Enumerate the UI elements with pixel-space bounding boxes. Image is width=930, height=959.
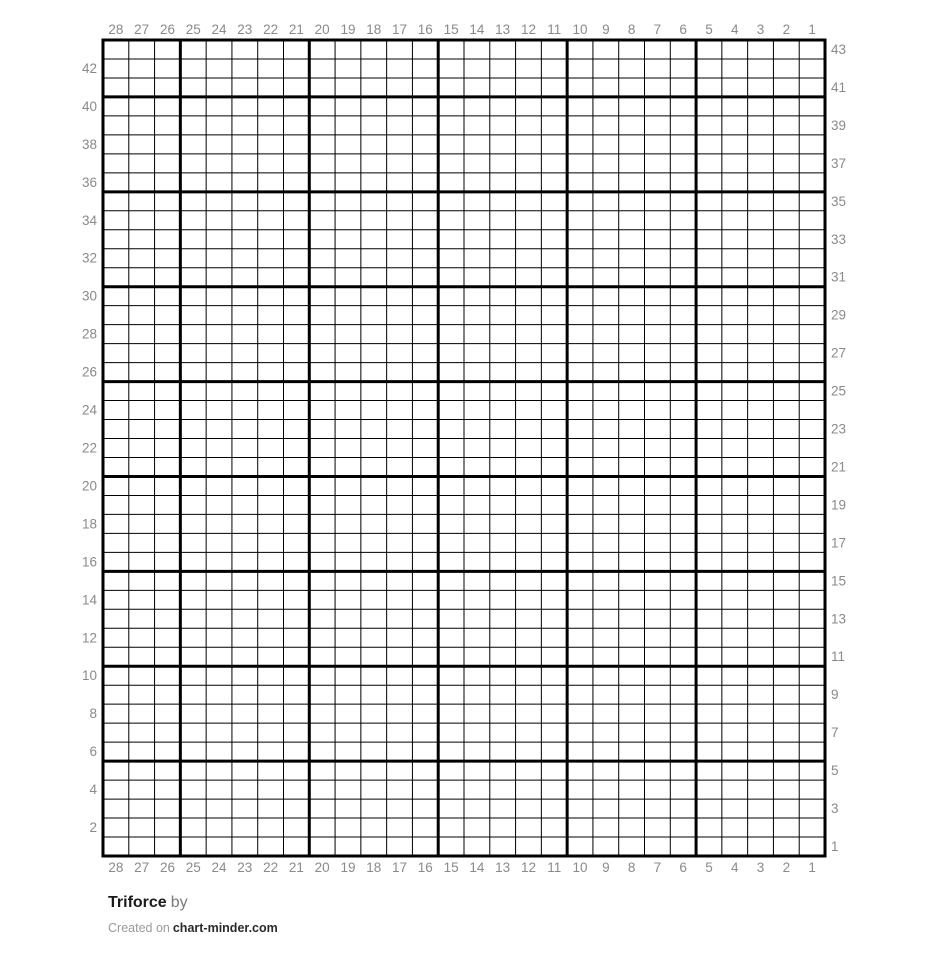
top-col-label: 18 — [366, 22, 382, 37]
left-row-label: 38 — [81, 136, 97, 152]
top-col-label: 19 — [340, 22, 356, 37]
bottom-col-label: 22 — [263, 860, 279, 875]
bottom-col-label: 13 — [495, 860, 511, 875]
right-row-label: 13 — [831, 611, 847, 627]
left-row-label: 36 — [81, 174, 97, 190]
credit-line — [108, 920, 278, 936]
right-row-label: 9 — [831, 687, 839, 703]
left-row-label: 24 — [81, 402, 97, 418]
bottom-col-label: 5 — [705, 860, 713, 875]
left-row-label: 16 — [81, 554, 97, 570]
left-row-label: 42 — [81, 60, 97, 76]
top-col-label: 9 — [602, 22, 610, 37]
top-col-label: 8 — [627, 22, 636, 37]
right-row-label: 27 — [831, 345, 847, 361]
bottom-col-label: 3 — [756, 860, 765, 875]
bottom-col-label: 10 — [572, 860, 588, 875]
right-row-label: 23 — [831, 421, 847, 437]
top-col-label: 10 — [572, 22, 588, 37]
bottom-col-label: 17 — [392, 860, 408, 875]
right-row-label: 31 — [831, 269, 847, 285]
bottom-col-label: 28 — [108, 860, 124, 875]
chart-author-by: by — [170, 894, 188, 911]
right-row-label: 37 — [831, 155, 847, 171]
bottom-col-label: 18 — [366, 860, 382, 875]
bottom-col-label: 4 — [730, 860, 739, 875]
right-row-label: 25 — [831, 383, 847, 399]
right-row-label: 35 — [831, 193, 847, 209]
site-link[interactable]: chart-minder.com — [172, 921, 278, 935]
bottom-col-label: 20 — [314, 860, 330, 875]
bottom-col-label: 16 — [417, 860, 433, 875]
top-col-label: 20 — [314, 22, 330, 37]
bottom-col-label: 7 — [653, 860, 662, 875]
left-row-label: 40 — [81, 98, 97, 114]
left-row-label: 34 — [81, 212, 97, 228]
left-row-label: 26 — [81, 364, 97, 380]
left-row-label: 2 — [89, 820, 97, 836]
top-col-label: 16 — [417, 22, 433, 37]
left-row-label: 18 — [81, 516, 97, 532]
right-row-label: 29 — [831, 307, 847, 323]
bottom-col-label: 1 — [808, 860, 816, 875]
left-row-label: 28 — [81, 326, 97, 342]
top-col-label: 15 — [443, 22, 459, 37]
top-col-label: 22 — [263, 22, 279, 37]
top-col-label: 27 — [134, 22, 150, 37]
bottom-col-label: 26 — [159, 860, 175, 875]
right-row-label: 15 — [831, 573, 847, 589]
bottom-col-label: 12 — [520, 860, 536, 875]
right-row-label: 1 — [831, 839, 839, 855]
top-col-label: 14 — [469, 22, 485, 37]
bottom-col-label: 6 — [679, 860, 687, 875]
credit-prefix: Created on — [108, 921, 170, 935]
left-row-label: 6 — [89, 744, 97, 760]
bottom-col-label: 2 — [782, 860, 791, 875]
bottom-col-label: 15 — [443, 860, 459, 875]
chart-title-line — [108, 893, 188, 913]
top-col-label: 4 — [730, 22, 739, 37]
top-col-label: 28 — [108, 22, 124, 37]
right-row-label: 19 — [831, 497, 847, 513]
top-col-label: 17 — [392, 22, 408, 37]
top-col-label: 23 — [237, 22, 253, 37]
top-col-label: 11 — [547, 22, 562, 37]
bottom-col-label: 19 — [340, 860, 356, 875]
top-col-label: 3 — [756, 22, 765, 37]
bottom-col-label: 14 — [469, 860, 485, 875]
top-col-label: 24 — [211, 22, 227, 37]
left-row-label: 22 — [81, 440, 97, 456]
top-col-label: 6 — [679, 22, 687, 37]
bottom-col-label: 9 — [602, 860, 610, 875]
chart-title: Triforce — [108, 894, 167, 911]
right-row-label: 33 — [831, 231, 847, 247]
left-row-label: 10 — [81, 668, 97, 684]
bottom-col-label: 25 — [185, 860, 201, 875]
right-row-label: 41 — [831, 79, 847, 95]
top-col-label: 21 — [288, 22, 304, 37]
left-row-label: 12 — [81, 630, 97, 646]
top-col-label: 25 — [185, 22, 201, 37]
right-row-label: 5 — [831, 763, 839, 779]
left-row-label: 8 — [89, 706, 97, 722]
right-row-label: 3 — [831, 801, 839, 817]
right-row-label: 39 — [831, 117, 847, 133]
bottom-col-label: 23 — [237, 860, 253, 875]
left-row-label: 20 — [81, 478, 97, 494]
bottom-col-label: 27 — [134, 860, 150, 875]
bottom-col-label: 21 — [288, 860, 304, 875]
top-col-label: 5 — [705, 22, 713, 37]
top-col-label: 26 — [159, 22, 175, 37]
right-row-label: 7 — [831, 725, 839, 741]
left-row-label: 4 — [89, 782, 97, 798]
left-row-label: 30 — [81, 288, 97, 304]
top-col-label: 2 — [782, 22, 791, 37]
top-col-label: 1 — [808, 22, 816, 37]
right-row-label: 21 — [831, 459, 847, 475]
left-row-label: 14 — [81, 592, 97, 608]
right-row-label: 17 — [831, 535, 847, 551]
bottom-col-label: 8 — [627, 860, 636, 875]
right-row-label: 43 — [831, 41, 847, 57]
left-row-label: 32 — [81, 250, 97, 266]
top-col-label: 12 — [520, 22, 536, 37]
top-col-label: 13 — [495, 22, 511, 37]
right-row-label: 11 — [831, 649, 846, 665]
top-col-label: 7 — [653, 22, 662, 37]
bottom-col-label: 24 — [211, 860, 227, 875]
bottom-col-label: 11 — [547, 860, 562, 875]
